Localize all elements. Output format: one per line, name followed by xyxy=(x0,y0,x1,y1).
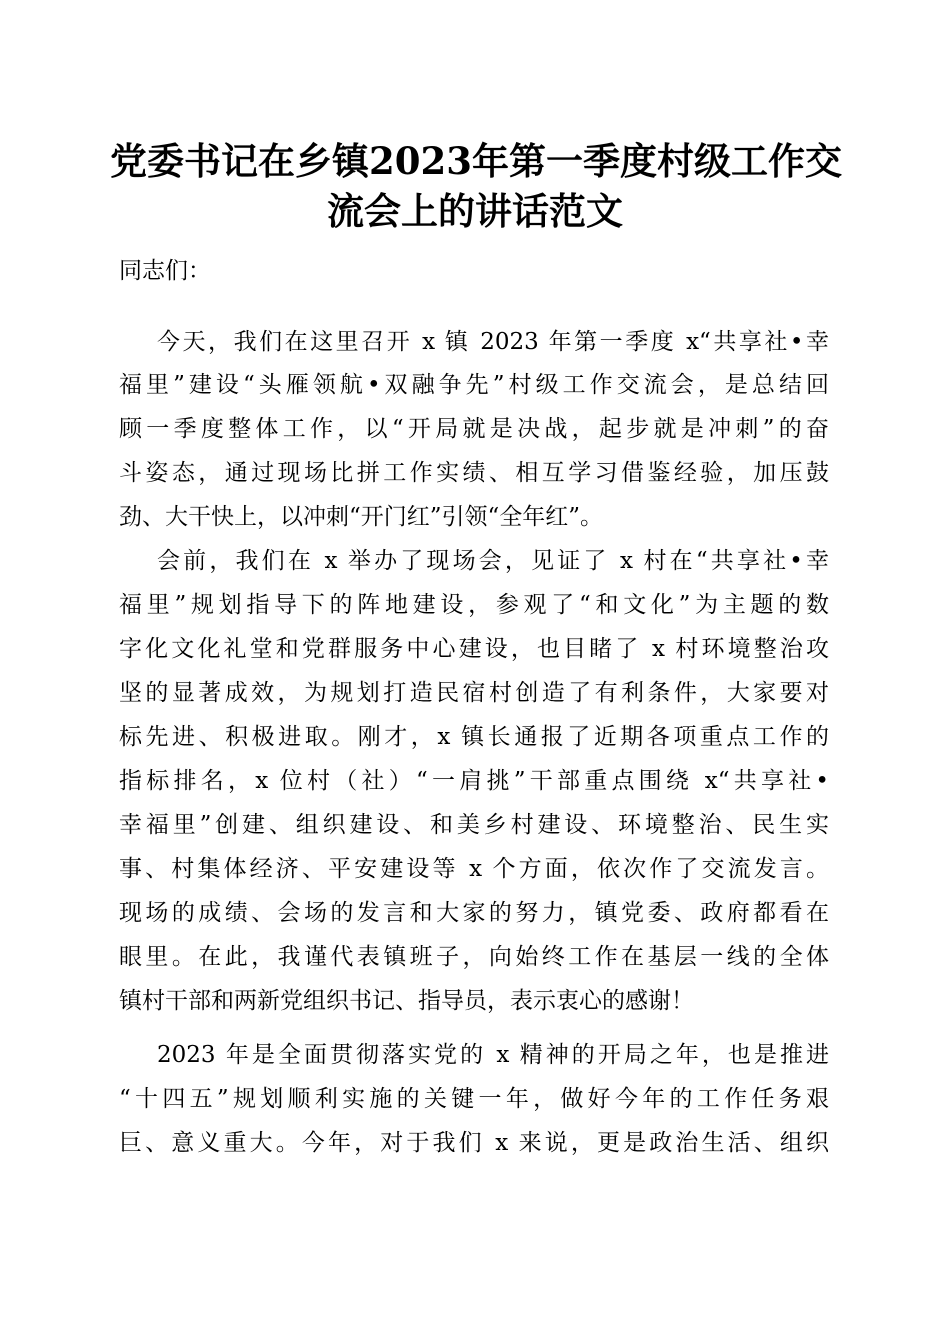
body-line: 会前，我们在 x 举办了现场会，见证了 x 村在“共享社•幸 xyxy=(157,548,829,574)
body-line: 巨、意义重大。今年，对于我们 x 来说，更是政治生活、组织 xyxy=(119,1130,829,1156)
body-line: 幸福里”创建、组织建设、和美乡村建设、环境整治、民生实 xyxy=(119,812,829,838)
body-line: 事、村集体经济、平安建设等 x 个方面，依次作了交流发言。 xyxy=(119,856,829,882)
body-line: 劲、大干快上，以冲刺“开门红”引领“全年红”。 xyxy=(119,504,604,530)
body-line: 顾一季度整体工作，以“开局就是决战，起步就是冲刺”的奋 xyxy=(119,416,829,442)
body-line: 现场的成绩、会场的发言和大家的努力，镇党委、政府都看在 xyxy=(119,900,829,926)
body-line: 坚的显著成效，为规划打造民宿村创造了有利条件，大家要对 xyxy=(119,680,829,706)
body-line: 标先进、积极进取。刚才，x 镇长通报了近期各项重点工作的 xyxy=(119,724,829,750)
body-line: 指标排名，x 位村（社）“一肩挑”干部重点围绕 x“共享社• xyxy=(119,768,829,794)
body-line: 福里”规划指导下的阵地建设，参观了“和文化”为主题的数 xyxy=(119,592,829,618)
document-title-line-1: 党委书记在乡镇2023年第一季度村级工作交 xyxy=(110,139,842,183)
salutation: 同志们： xyxy=(119,258,211,284)
body-line: 字化文化礼堂和党群服务中心建设，也目睹了 x 村环境整治攻 xyxy=(119,636,829,662)
body-line: 镇村干部和两新党组织书记、指导员，表示衷心的感谢！ xyxy=(119,988,694,1014)
body-line: “十四五”规划顺利实施的关键一年，做好今年的工作任务艰 xyxy=(119,1086,829,1112)
body-line: 今天，我们在这里召开 x 镇 2023 年第一季度 x“共享社•幸 xyxy=(157,329,829,355)
body-line: 斗姿态，通过现场比拼工作实绩、相互学习借鉴经验，加压鼓 xyxy=(119,460,829,486)
body-line: 眼里。在此，我谨代表镇班子，向始终工作在基层一线的全体 xyxy=(119,944,829,970)
body-line: 福里”建设“头雁领航•双融争先”村级工作交流会，是总结回 xyxy=(119,372,829,398)
document-title-line-2: 流会上的讲话范文 xyxy=(327,189,623,233)
body-line: 2023 年是全面贯彻落实党的 x 精神的开局之年，也是推进 xyxy=(157,1042,829,1068)
